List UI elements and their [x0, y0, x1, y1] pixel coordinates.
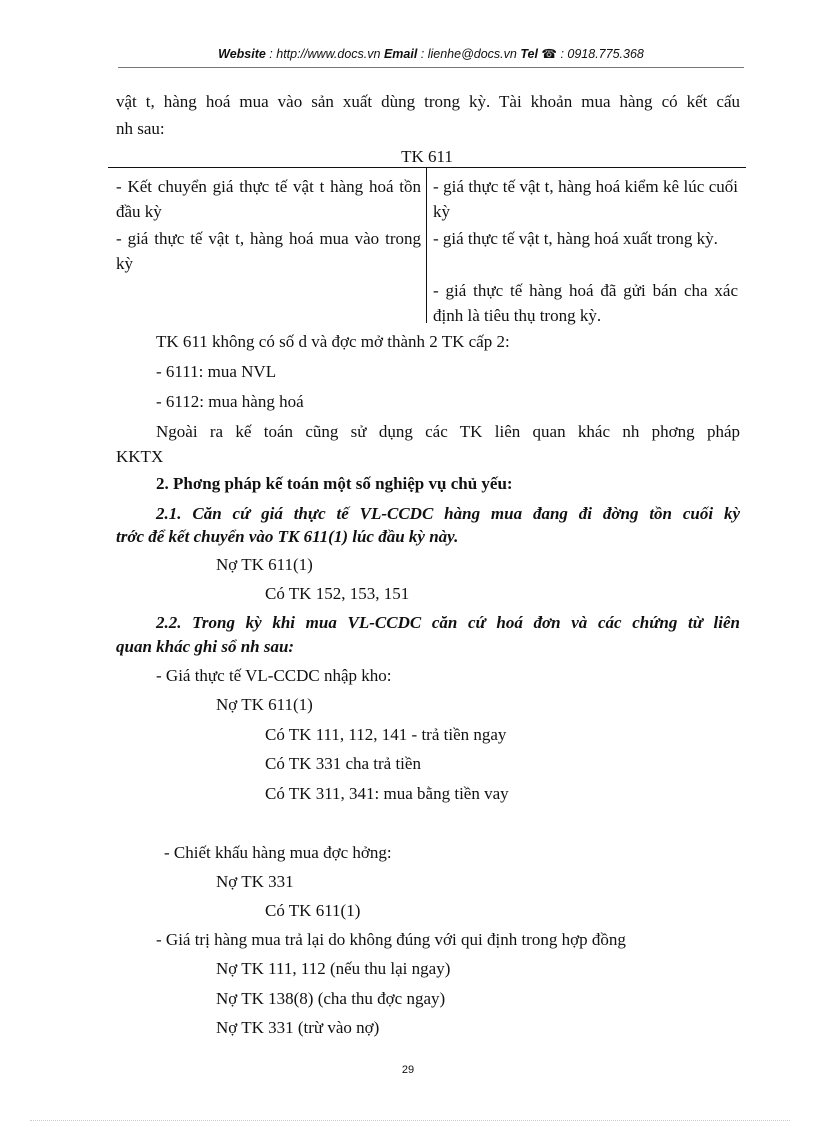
email-address[interactable]: : lienhe@docs.vn: [417, 47, 521, 61]
entry-debit: Nợ TK 138(8) (cha thu đợc ngay): [216, 989, 446, 1008]
entry-credit: Có TK 111, 112, 141 - trả tiền ngay: [265, 725, 507, 744]
t-account-rule: [108, 167, 746, 168]
entry-debit: Nợ TK 111, 112 (nếu thu lại ngay): [216, 959, 451, 978]
entry-credit: Có TK 331 cha trả tiền: [265, 754, 421, 773]
entry-credit: Có TK 611(1): [265, 901, 361, 920]
email-label: Email: [383, 47, 418, 61]
footer-divider: [30, 1120, 790, 1121]
section-2-1-line-1: 2.1. Căn cứ giá thực tế VL-CCDC hàng mua đang đi đờng tồn cuối kỳ: [156, 504, 740, 523]
other-accounts-line-2: KKTX: [116, 447, 164, 466]
debit-entry-2: - giá thực tế vật t, hàng hoá mua vào trong kỳ: [116, 229, 421, 273]
page-header: [118, 46, 744, 61]
website-url[interactable]: : http://www.docs.vn: [265, 47, 384, 61]
entry-debit: Nợ TK 331 (trừ vào nợ): [216, 1018, 380, 1037]
other-accounts-line-1: Ngoài ra kế toán cũng sử dụng các TK liên quan khác nh phơng pháp: [156, 422, 740, 441]
phone-number: : 0918.775.368: [556, 47, 644, 61]
section-2-1-line-2: trớc để kết chuyển vào TK 611(1) lúc đầu kỳ này.: [116, 527, 459, 546]
website-label: Website: [218, 47, 266, 61]
discount-item: - Chiết khấu hàng mua đợc hởng:: [164, 843, 392, 862]
sub-account-6111: - 6111: mua NVL: [156, 362, 277, 381]
section-2-2-line-1: 2.2. Trong kỳ khi mua VL-CCDC căn cứ hoá đơn và các chứng từ liên: [156, 613, 740, 632]
intro-line-2: nh sau:: [116, 119, 165, 138]
sub-account-6112: - 6112: mua hàng hoá: [156, 392, 304, 411]
credit-entry-1: - giá thực tế vật t, hàng hoá kiểm kê lúc cuối kỳ: [433, 177, 738, 221]
purchase-item: - Giá thực tế VL-CCDC nhập kho:: [156, 666, 392, 685]
header-divider: [118, 67, 744, 68]
entry-debit: Nợ TK 611(1): [216, 555, 313, 574]
tel-label: Tel ☎: [520, 47, 557, 61]
debit-entry-1: - Kết chuyển giá thực tế vật t hàng hoá tồn đầu kỳ: [116, 177, 421, 221]
section-2-heading: 2. Phơng pháp kế toán một số nghiệp vụ chủ yếu:: [156, 474, 513, 493]
credit-entry-3: - giá thực tế hàng hoá đã gửi bán cha xác định là tiêu thụ trong kỳ.: [433, 281, 738, 325]
section-2-2-line-2: quan khác ghi sổ nh sau:: [116, 637, 295, 656]
entry-debit: Nợ TK 331: [216, 872, 294, 891]
tk611-note: TK 611 không có số d và đợc mở thành 2 TK cấp 2:: [156, 332, 510, 351]
t-account-divider: [426, 168, 427, 323]
page-number: 29: [401, 1064, 415, 1076]
entry-debit: Nợ TK 611(1): [216, 695, 313, 714]
intro-line-1: vật t, hàng hoá mua vào sản xuất dùng trong kỳ. Tài khoản mua hàng có kết cấu: [116, 92, 740, 111]
return-item: - Giá trị hàng mua trả lại do không đúng với qui định trong hợp đồng: [156, 930, 626, 949]
t-account-title: TK 611: [401, 147, 453, 166]
entry-credit: Có TK 311, 341: mua bằng tiền vay: [265, 784, 509, 803]
entry-credit: Có TK 152, 153, 151: [265, 584, 410, 603]
credit-entry-2: - giá thực tế vật t, hàng hoá xuất trong kỳ.: [433, 229, 718, 248]
